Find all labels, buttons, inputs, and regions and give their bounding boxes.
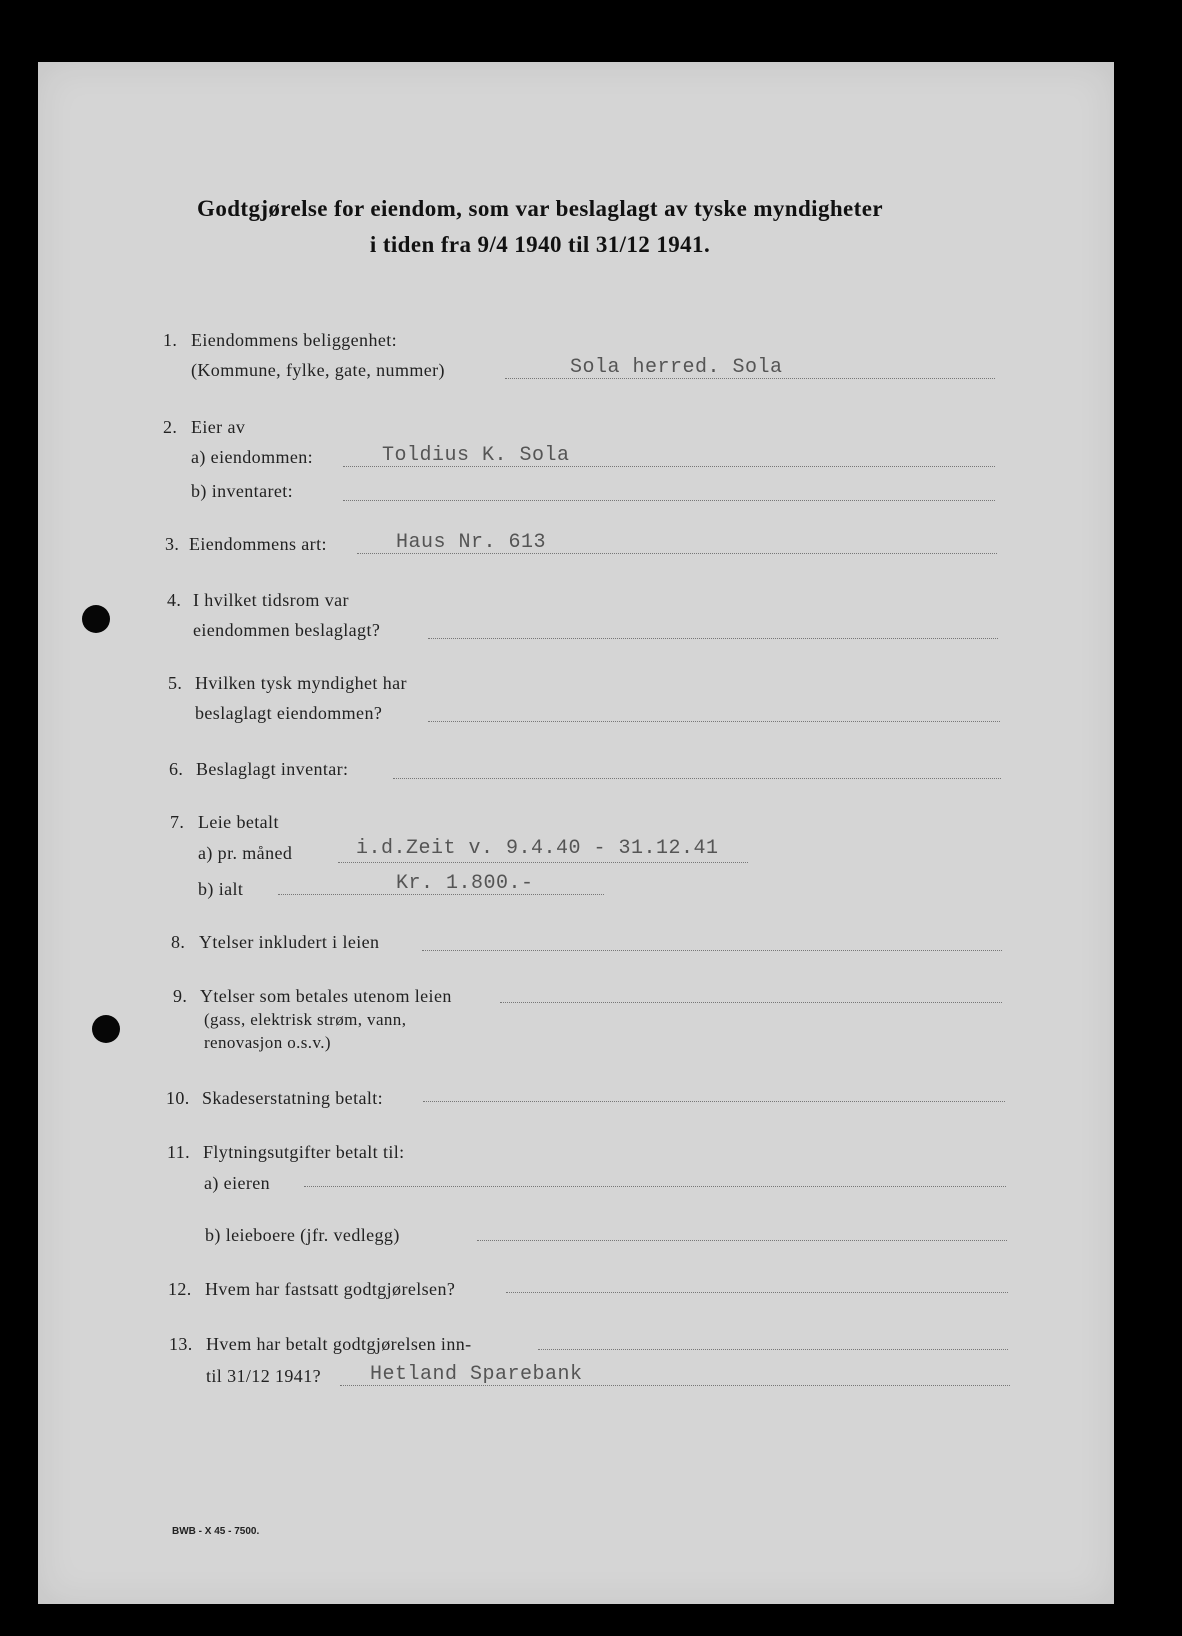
- q7-label: Leie betalt: [198, 812, 279, 832]
- form-title-line-2: i tiden fra 9/4 1940 til 31/12 1941.: [369, 232, 711, 257]
- q1-label: Eiendommens beliggenhet:: [191, 330, 398, 350]
- q12-number: 12.: [168, 1279, 192, 1299]
- q5-label: Hvilken tysk myndighet har: [195, 673, 407, 693]
- q8-answer-line: [422, 950, 1002, 951]
- q7-number: 7.: [170, 812, 185, 832]
- q4-sublabel: eiendommen beslaglagt?: [193, 620, 381, 640]
- q9-number: 9.: [173, 986, 188, 1006]
- q7b-label: b) ialt: [198, 879, 244, 899]
- punch-hole-bottom: [92, 1015, 120, 1043]
- q3-answer: Haus Nr. 613: [396, 531, 547, 554]
- q11a-label: a) eieren: [204, 1173, 271, 1193]
- q13-label: Hvem har betalt godtgjørelsen inn-: [206, 1334, 472, 1354]
- q13-number: 13.: [169, 1334, 193, 1354]
- q5-answer-line: [428, 721, 1000, 722]
- print-code: BWB - X 45 - 7500.: [172, 1526, 260, 1537]
- q2-number: 2.: [163, 417, 178, 437]
- punch-hole-top: [82, 605, 110, 633]
- q9-label: Ytelser som betales utenom leien: [200, 986, 452, 1006]
- q4-label: I hvilket tidsrom var: [193, 590, 349, 610]
- q6-answer-line: [393, 778, 1001, 779]
- q2a-label: a) eiendommen:: [191, 447, 314, 467]
- q4-answer-line: [428, 638, 998, 639]
- q3-label: Eiendommens art:: [189, 534, 327, 554]
- q7a-label: a) pr. måned: [198, 843, 293, 863]
- q6-label: Beslaglagt inventar:: [196, 759, 349, 779]
- q8-label: Ytelser inkludert i leien: [199, 932, 380, 952]
- q10-number: 10.: [166, 1088, 190, 1108]
- q2a-answer: Toldius K. Sola: [382, 444, 570, 467]
- q13-sublabel: til 31/12 1941?: [206, 1366, 321, 1386]
- q5-sublabel: beslaglagt eiendommen?: [195, 703, 383, 723]
- q12-answer-line: [506, 1292, 1008, 1293]
- q2b-answer-line: [343, 500, 995, 501]
- q1-answer: Sola herred. Sola: [570, 356, 783, 379]
- q2-label: Eier av: [191, 417, 246, 437]
- q9-sublabel-1: (gass, elektrisk strøm, vann,: [204, 1010, 407, 1029]
- q11b-label: b) leieboere (jfr. vedlegg): [205, 1225, 400, 1245]
- q9-sublabel-2: renovasjon o.s.v.): [204, 1033, 331, 1052]
- q11b-answer-line: [477, 1240, 1007, 1241]
- q8-number: 8.: [171, 932, 186, 952]
- q5-number: 5.: [168, 673, 183, 693]
- q4-number: 4.: [167, 590, 182, 610]
- q9-answer-line: [500, 1002, 1002, 1003]
- q7b-answer: Kr. 1.800.-: [396, 872, 534, 895]
- q11-label: Flytningsutgifter betalt til:: [203, 1142, 405, 1162]
- q6-number: 6.: [169, 759, 184, 779]
- q10-label: Skadeserstatning betalt:: [202, 1088, 384, 1108]
- q13-answer: Hetland Sparebank: [370, 1363, 583, 1386]
- q12-label: Hvem har fastsatt godtgjørelsen?: [205, 1279, 456, 1299]
- q3-number: 3.: [165, 534, 180, 554]
- q11a-answer-line: [304, 1186, 1006, 1187]
- q7a-answer-line: [338, 862, 748, 863]
- q1-number: 1.: [163, 330, 178, 350]
- q11-number: 11.: [167, 1142, 191, 1162]
- q13-label-line: [538, 1349, 1008, 1350]
- q7a-answer: i.d.Zeit v. 9.4.40 - 31.12.41: [356, 837, 719, 860]
- q2b-label: b) inventaret:: [191, 481, 294, 501]
- q1-sublabel: (Kommune, fylke, gate, nummer): [191, 360, 445, 380]
- form-title-line-1: Godtgjørelse for eiendom, som var beslaglagt av tyske myndigheter: [197, 196, 883, 221]
- q10-answer-line: [423, 1101, 1005, 1102]
